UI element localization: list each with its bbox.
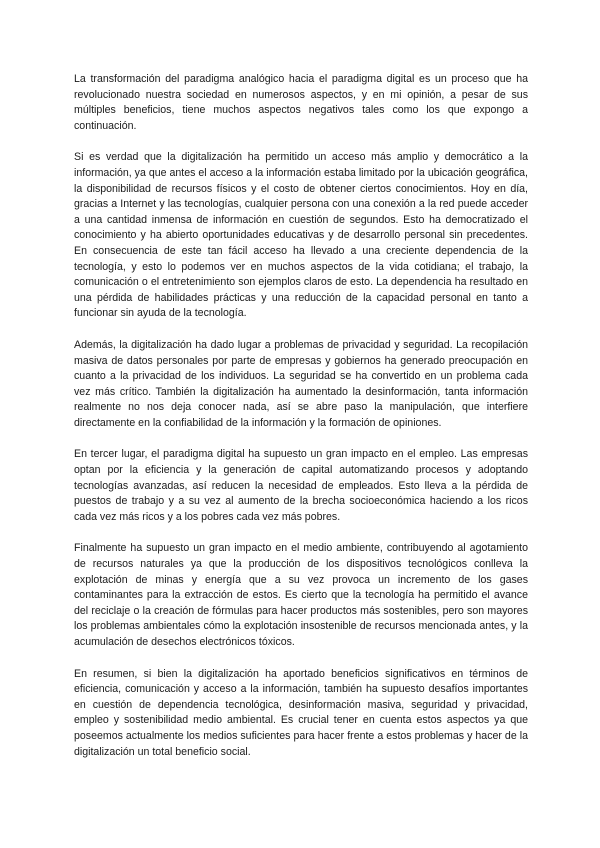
paragraph-employment: En tercer lugar, el paradigma digital ha supuesto un gran impacto en el empleo. Las empresas optan por la eficiencia y la generación de capital automatizando procesos y adoptando tecnologías avanzadas, así reducen la necesidad de empleados. Esto lleva a la pérdida de puestos de trabajo y a su vez al aumento de la brecha socioeconómica haciendo a los ricos cada vez más ricos y a los pobres cada vez más pobres. [74,448,528,523]
essay-body [74,72,528,776]
paragraph-environment: Finalmente ha supuesto un gran impacto en el medio ambiente, contribuyendo al agotamiento de recursos naturales ya que la producción de los dispositivos tecnológicos conlleva la explotación de minas y energía que a su vez provoca un incremento de los gases contaminantes para la extracción de estos. Es cierto que la tecnología ha permitido el avance del reciclaje o la creación de fórmulas para hacer productos más sostenibles, pero son mayores los problemas ambientales cómo la explotación insostenible de recursos mencionada antes, y la acumulación de desechos electrónicos tóxicos. [74,542,528,648]
paragraph-conclusion: En resumen, si bien la digitalización ha aportado beneficios significativos en términos de eficiencia, comunicación y acceso a la información, también ha supuesto desafíos importantes en cuestión de dependencia tecnológica, desinformación masiva, seguridad y privacidad, empleo y sostenibilidad medio ambiental. Es crucial tener en cuenta estos aspectos ya que poseemos actualmente los medios suficientes para hacer frente a estos problemas y hacer de la digitalización un total beneficio social. [74,667,528,758]
paragraph-privacy: Además, la digitalización ha dado lugar a problemas de privacidad y seguridad. La recopilación masiva de datos personales por parte de empresas y gobiernos ha generado preocupación en cuanto a la privacidad de los individuos. La seguridad se ha convertido en un problema cada vez más crítico. También la digitalización ha aumentado la desinformación, tanta información realmente no nos deja conocer nada, así se abre paso la manipulación, que interfiere directamente en la confiabilidad de la información y la formación de opiniones. [74,338,528,429]
paragraph-dependence: Si es verdad que la digitalización ha permitido un acceso más amplio y democrático a la información, ya que antes el acceso a la información estaba limitado por la ubicación geográfica, la disponibilidad de recursos físicos y el costo de obtener ciertos conocimientos. Hoy en día, gracias a Internet y las tecnologías, cualquier persona con una conexión a la red puede acceder a una cantidad inmensa de información en cuestión de segundos. Esto ha democratizado el conocimiento y ha abierto oportunidades educativas y de desarrollo personal sin precedentes. En consecuencia de este tan fácil acceso ha llevado a una creciente dependencia de la tecnología, y esto lo podemos ver en muchos aspectos de la vida cotidiana; el trabajo, la comunicación o el entretenimiento son ejemplos claros de esto. La dependencia ha resultado en una pérdida de habilidades prácticas y una reducción de la capacidad personal en tanto a funcionar sin ayuda de la tecnología. [74,151,528,320]
paragraph-introduction: La transformación del paradigma analógico hacia el paradigma digital es un proceso que ha revolucionado nuestra sociedad en numerosos aspectos, y en mi opinión, a pesar de sus múltiples beneficios, tiene muchos aspectos negativos tales como los que expongo a continuación. [74,73,528,132]
